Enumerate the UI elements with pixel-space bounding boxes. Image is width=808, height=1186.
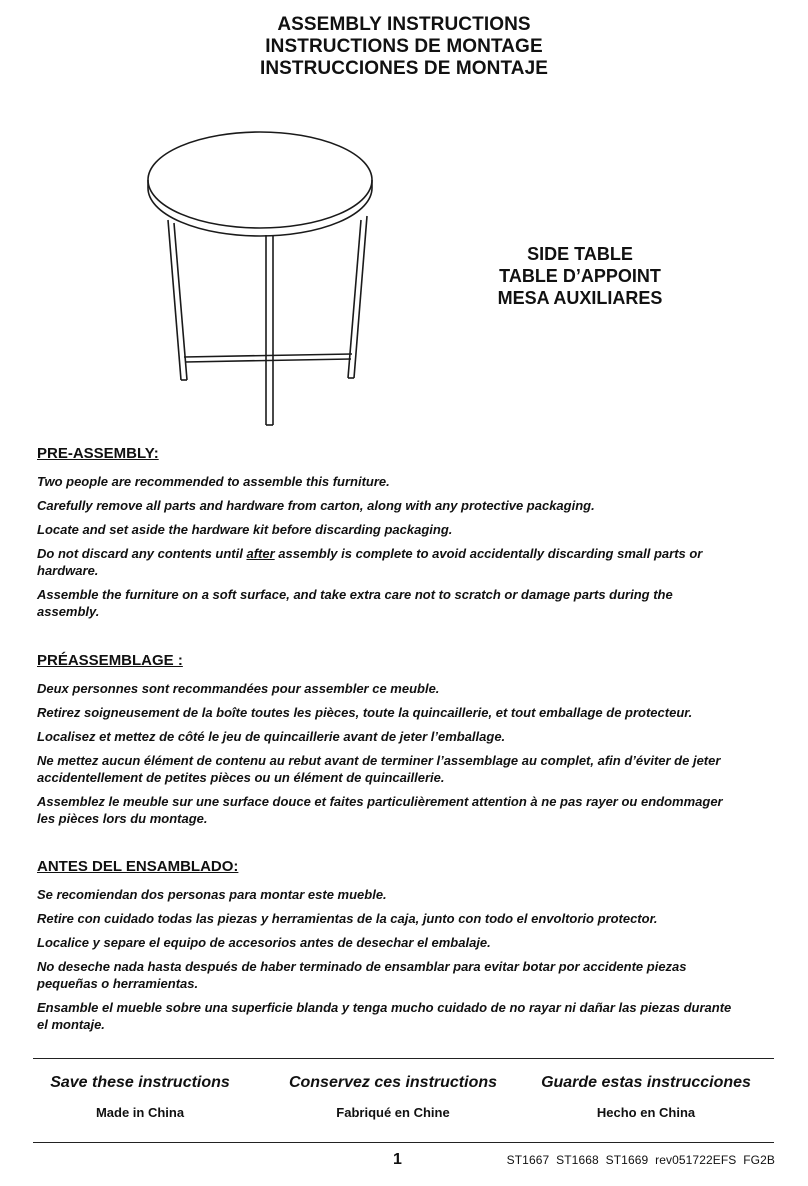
leg-left-outer bbox=[168, 220, 181, 380]
instruction-paragraph: Ne mettez aucun élément de contenu au rebut avant de terminer l’assemblage au complet, afin d’éviter de jeter accidentellement de petites pièces ou un élément de quincaillerie. bbox=[37, 753, 721, 785]
title-english: ASSEMBLY INSTRUCTIONS bbox=[277, 14, 531, 35]
title-french: INSTRUCTIONS DE MONTAGE bbox=[265, 36, 543, 57]
pre-assembly-section-spanish bbox=[37, 858, 737, 1040]
pre-assembly-section-english bbox=[37, 445, 737, 627]
instruction-paragraph: Retire con cuidado todas las piezas y herramientas de la caja, junto con todo el envoltorio protector. bbox=[37, 911, 658, 926]
product-name-english: SIDE TABLE bbox=[527, 244, 633, 264]
footer-column-spanish bbox=[530, 1073, 762, 1121]
instruction-paragraph: Localisez et mettez de côté le jeu de quincaillerie avant de jeter l’emballage. bbox=[37, 729, 506, 744]
made-in-note: Fabriqué en Chine bbox=[336, 1105, 450, 1120]
tabletop-ellipse bbox=[148, 132, 372, 228]
instruction-paragraph: Carefully remove all parts and hardware from carton, along with any protective packaging. bbox=[37, 498, 595, 513]
instruction-paragraph: Retirez soigneusement de la boîte toutes les pièces, toute la quincaillerie, et tout emballage de protecteur. bbox=[37, 705, 693, 720]
section-heading: PRÉASSEMBLAGE : bbox=[37, 652, 183, 669]
instruction-paragraph: Localice y separe el equipo de accesorios antes de desechar el embalaje. bbox=[37, 935, 491, 950]
section-heading: PRE-ASSEMBLY: bbox=[37, 445, 159, 462]
emphasized-word: after bbox=[246, 546, 275, 561]
product-name-french: TABLE D’APPOINT bbox=[499, 266, 661, 286]
instruction-paragraph: Se recomiendan dos personas para montar este mueble. bbox=[37, 887, 387, 902]
page-number: 1 bbox=[393, 1151, 402, 1168]
footer-divider-bottom bbox=[33, 1142, 774, 1143]
product-name bbox=[470, 243, 690, 309]
made-in-note: Made in China bbox=[95, 1105, 185, 1120]
save-instructions-note: Guarde estas instrucciones bbox=[541, 1074, 751, 1091]
pre-assembly-section-french bbox=[37, 652, 737, 834]
save-instructions-note: Save these instructions bbox=[50, 1074, 230, 1091]
crossbar-top bbox=[184, 354, 352, 357]
product-name-spanish: MESA AUXILIARES bbox=[497, 288, 663, 308]
instruction-paragraph: Assemblez le meuble sur une surface douce et faites particulièrement attention à ne pas rayer ou endommager les pièces lors du montage. bbox=[37, 794, 723, 826]
section-heading: ANTES DEL ENSAMBLADO: bbox=[37, 858, 239, 875]
made-in-note: Hecho en China bbox=[596, 1105, 696, 1120]
footer-column-english bbox=[30, 1073, 250, 1121]
document-title bbox=[0, 14, 808, 80]
save-instructions-note: Conservez ces instructions bbox=[288, 1074, 498, 1091]
footer-divider-top bbox=[33, 1058, 774, 1059]
instruction-paragraph: Do not discard any contents until after assembly is complete to avoid accidentally discarding small parts or hardware. bbox=[37, 546, 703, 578]
instruction-paragraph: Deux personnes sont recommandées pour assembler ce meuble. bbox=[37, 681, 440, 696]
leg-right-outer bbox=[354, 216, 367, 378]
title-spanish: INSTRUCCIONES DE MONTAJE bbox=[259, 58, 549, 79]
instruction-paragraph: Two people are recommended to assemble this furniture. bbox=[37, 474, 390, 489]
footer-column-french bbox=[278, 1073, 508, 1121]
instruction-paragraph: Locate and set aside the hardware kit before discarding packaging. bbox=[37, 522, 453, 537]
model-codes: ST1667 ST1668 ST1669 rev051722EFS FG2B bbox=[506, 1153, 775, 1167]
side-table-illustration bbox=[140, 130, 410, 430]
instruction-paragraph: Ensamble el mueble sobre una superficie blanda y tenga mucho cuidado de no rayar ni dañar las piezas durante el montaje. bbox=[37, 1000, 732, 1032]
crossbar-bottom bbox=[185, 359, 351, 362]
instruction-paragraph: Assemble the furniture on a soft surface, and take extra care not to scratch or damage parts during the assembly. bbox=[37, 587, 673, 619]
instruction-paragraph: No deseche nada hasta después de haber terminado de ensamblar para evitar botar por accidente piezas pequeñas o herramientas. bbox=[37, 959, 687, 991]
